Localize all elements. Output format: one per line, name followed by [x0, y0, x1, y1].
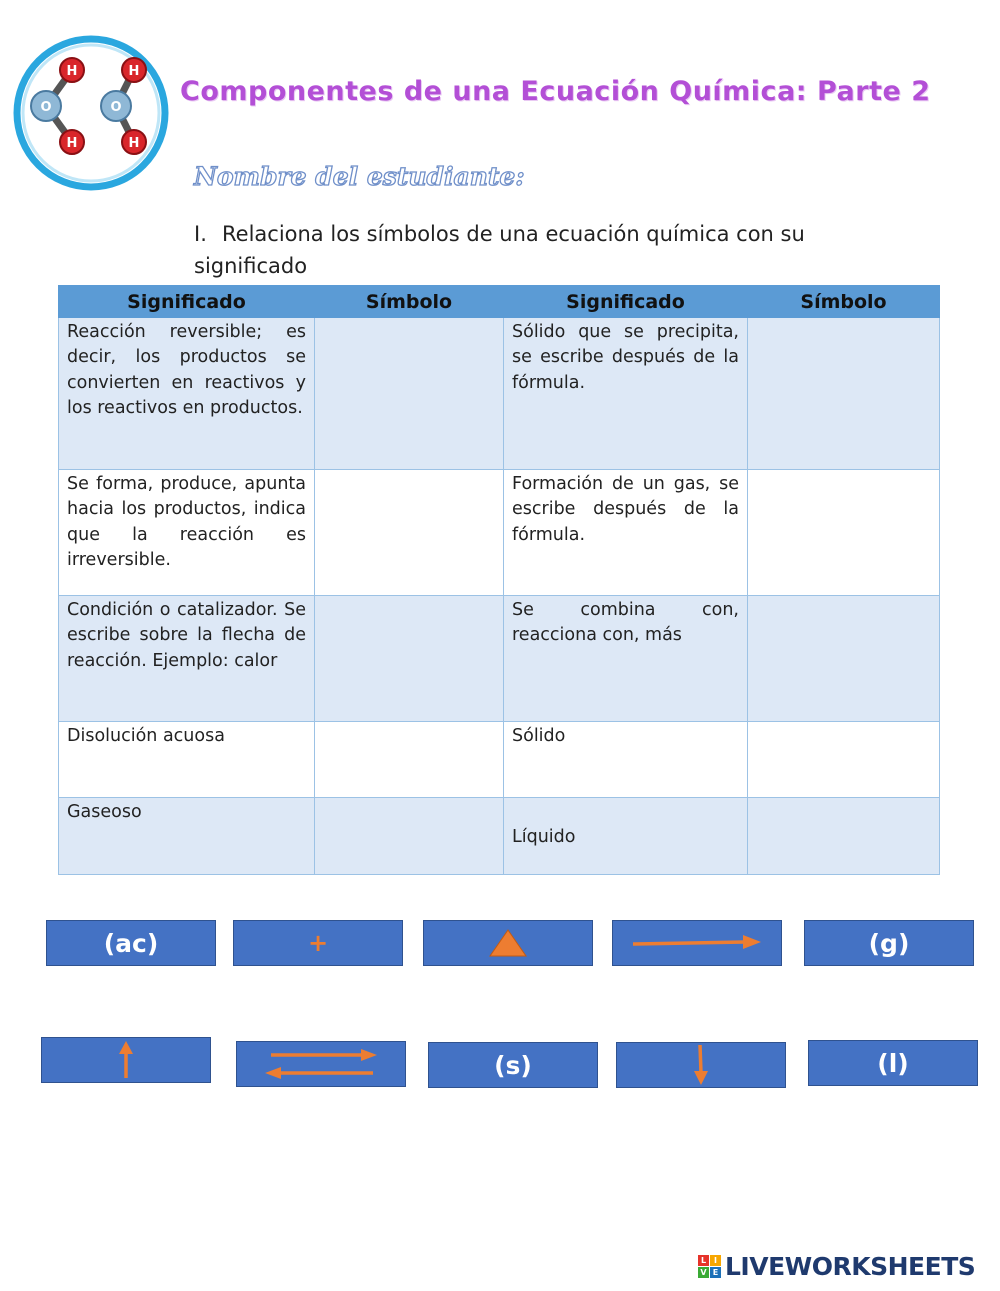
meaning-cell: Se forma, produce, apunta hacia los productos, indica que la reacción es irreversible. [59, 470, 315, 596]
mark-letter: E [710, 1267, 721, 1278]
table-row [59, 798, 940, 875]
chip-down-arrow[interactable] [616, 1042, 786, 1088]
symbol-drop-zone[interactable] [315, 596, 504, 722]
logo-h-label: H [66, 64, 78, 79]
chip-gas-label: (g) [868, 928, 910, 958]
logo-h-label: H [128, 136, 140, 151]
right-arrow-icon [631, 933, 763, 953]
symbol-drop-zone[interactable] [748, 470, 940, 596]
instruction-number: I. [194, 222, 207, 246]
header-significado: Significado [504, 286, 748, 318]
chip-liquid[interactable] [808, 1040, 978, 1086]
symbol-drop-zone[interactable] [315, 798, 504, 875]
triangle-icon [488, 928, 528, 958]
meaning-cell: Formación de un gas, se escribe después de la fórmula. [504, 470, 748, 596]
liveworksheets-logo[interactable] [698, 1252, 975, 1281]
meaning-symbol-table [58, 285, 940, 875]
symbol-drop-zone[interactable] [315, 470, 504, 596]
chip-aqueous[interactable] [46, 920, 216, 966]
header-simbolo: Símbolo [748, 286, 940, 318]
chip-gas[interactable] [804, 920, 974, 966]
meaning-cell: Gaseoso [59, 798, 315, 875]
meaning-cell: Condición o catalizador. Se escribe sobre la flecha de reacción. Ejemplo: calor [59, 596, 315, 722]
symbol-drop-zone[interactable] [315, 318, 504, 470]
chip-solid[interactable] [428, 1042, 598, 1088]
double-arrow-icon [263, 1046, 379, 1082]
liveworksheets-wordmark: LIVEWORKSHEETS [725, 1252, 976, 1281]
instruction [194, 218, 922, 282]
meaning-cell: Reacción reversible; es decir, los productos se convierten en reactivos y los reactivos en productos. [59, 318, 315, 470]
logo-h-label: H [128, 64, 140, 79]
down-arrow-icon [693, 1043, 709, 1087]
meaning-cell: Sólido [504, 722, 748, 798]
meaning-cell: Disolución acuosa [59, 722, 315, 798]
chip-aqueous-label: (ac) [103, 928, 159, 958]
logo-o-label: O [40, 100, 52, 115]
table-row [59, 318, 940, 470]
liveworksheets-mark-icon [698, 1255, 721, 1278]
meaning-cell: Líquido [504, 798, 748, 875]
up-arrow-icon [118, 1040, 134, 1080]
molecule-logo-icon [12, 34, 170, 192]
table-row [59, 596, 940, 722]
student-name-label: Nombre del estudiante: [194, 162, 525, 191]
table-header-row [59, 286, 940, 318]
mark-letter: L [698, 1255, 709, 1266]
table-row [59, 470, 940, 596]
mark-letter: V [698, 1267, 709, 1278]
chip-plus-label: + [307, 929, 329, 957]
symbol-drop-zone[interactable] [748, 596, 940, 722]
instruction-text: Relaciona los símbolos de una ecuación química con su significado [194, 222, 805, 278]
meaning-cell: Se combina con, reacciona con, más [504, 596, 748, 722]
chip-double-arrow[interactable] [236, 1041, 406, 1087]
page-title: Componentes de una Ecuación Química: Parte 2 [180, 76, 931, 107]
symbol-drop-zone[interactable] [315, 722, 504, 798]
logo-h-label: H [66, 136, 78, 151]
logo-o-label: O [110, 100, 122, 115]
symbol-drop-zone[interactable] [748, 722, 940, 798]
chip-heat-triangle[interactable] [423, 920, 593, 966]
chip-liquid-label: (l) [877, 1048, 909, 1078]
mark-letter: I [710, 1255, 721, 1266]
meaning-cell: Sólido que se precipita, se escribe después de la fórmula. [504, 318, 748, 470]
symbol-drop-zone[interactable] [748, 798, 940, 875]
chip-plus[interactable] [233, 920, 403, 966]
table-row [59, 722, 940, 798]
chip-solid-label: (s) [494, 1050, 532, 1080]
header-significado: Significado [59, 286, 315, 318]
symbol-drop-zone[interactable] [748, 318, 940, 470]
chip-up-arrow[interactable] [41, 1037, 211, 1083]
header-simbolo: Símbolo [315, 286, 504, 318]
chip-right-arrow[interactable] [612, 920, 782, 966]
